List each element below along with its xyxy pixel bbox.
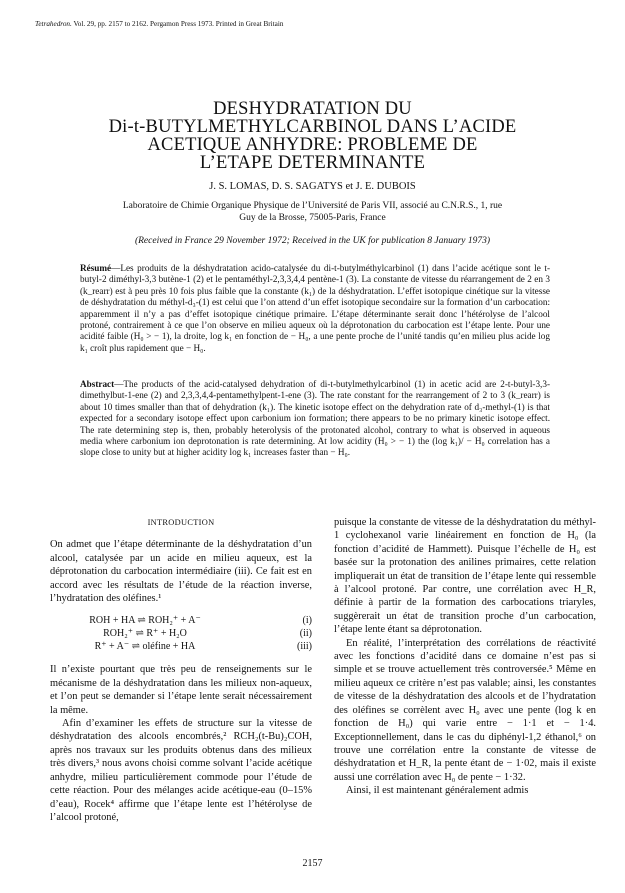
left-column bbox=[50, 516, 312, 824]
abstract-block bbox=[80, 379, 550, 459]
equation-2 bbox=[50, 627, 312, 640]
equation-3 bbox=[50, 640, 312, 653]
introduction-heading: INTRODUCTION bbox=[147, 518, 215, 527]
equation-block bbox=[50, 614, 312, 653]
journal-name: Tetrahedron. bbox=[35, 20, 72, 28]
intro-paragraph-2: Il n’existe pourtant que très peu de renseignements sur le mécanisme de la déshydratation dans les milieux non-aqueux, et l’on peut se demander si l’étape lente serait nécessairement la même. bbox=[50, 664, 312, 716]
intro-paragraph-5: En réalité, l’interprétation des corrélations de réactivité avec les fonctions d’acidité dans ce domaine n’est pas si simple et se trouve actuellement très controversée.⁵ Même en milieu aqueux ce critère n’est pas valable; ainsi, les constantes de vitesse de la déshydratation des alcools et de l’hydratation des oléfines se corrèlent avec H₀ avec une pente (log k en fonction de H₀) qui varie entre − 1·1 et − 1·4. Exceptionnellement, dans le cas du diphényl-1,2 éthanol,⁶ on trouve une corrélation entre la constante de vitesse de déshydratation et H_R, la pente étant de − 1·02, mais il existe aussi une corrélation avec H₀ de pente − 1·32. bbox=[334, 637, 596, 783]
intro-paragraph-4: puisque la constante de vitesse de la déshydratation du méthyl-1 cyclohexanol varie linéairement en fonction de H₀ (la fonction d’acidité de Hammett). Puisque l’échelle de H₀ est basée sur la protonation des anilines primaires, cette relation impliquerait un état de transition de l’étape lente qui ressemble à l’alcool protoné. Par contre, une corrélation avec H_R, définie à partir de la formation des carbocations triaryles, suggèrerait un état de transition proche d’un carbocation, l’étape lente étant sa déprotonation. bbox=[334, 517, 596, 636]
title-line-3: ACETIQUE ANHYDRE: PROBLEME DE bbox=[147, 135, 478, 155]
intro-paragraph-6: Ainsi, il est maintenant généralement admis bbox=[346, 785, 529, 797]
abstract-text: —The products of the acid-catalysed dehydration of di-t-butylmethylcarbinol (1) in acetic acid are 2-t-butyl-3,3-dimethylbut-1-ene (2) and 2,3,3,4,4-pentamethylpent-1-ene (3). The rate constant for the rearrangement of 2 to 3 (k_rearr) is about 10 times smaller than that of dehydration (k₁). The kinetic isotope effect on the dehydration rate of d₃-methyl-(1) is that expected for a secondary isotope effect upon carbonium ion formation; there appears to be no primary kinetic isotope effect. The rate determining step is, then, probably heterolysis of the protonated alcohol, contrary to what is observed in aqueous media where carbonium ion deprotonation is rate determining. At low acidity (H₀ > − 1) the (log k₁)/ − H₀ correlation has a slope close to unity but at higher acidity log k₁ increases faster than − H₀. bbox=[80, 379, 550, 458]
page-number: 2157 bbox=[302, 858, 323, 869]
equation-formula: ROH + HA ⇌ ROH₂⁺ + A⁻ bbox=[89, 615, 201, 627]
paper-title bbox=[0, 100, 625, 172]
equation-formula: R⁺ + A⁻ ⇌ oléfine + HA bbox=[94, 641, 196, 653]
equation-number: (ii) bbox=[299, 628, 312, 640]
abstract-label: Abstract bbox=[80, 379, 115, 389]
resume-label: Résumé bbox=[80, 263, 112, 273]
resume-text: —Les produits de la déshydratation acido-catalysée du di-t-butylméthylcarbinol (1) dans l’acide acétique sont le t-butyl-2 diméthyl-3,3 butène-1 (2) et le pentaméthyl-2,3,3,4,4 pentène-1 (3). La constante de vitesse du réarrangement de 2 en 3 (k_rearr) est à peu près 10 fois plus faible que la constante (k₁) de la déshydratation. L’effet isotopique cinétique sur la vitesse de déshydratation du méthyl-d₃-(1) est celui que l’on attend d’un effet isotopique secondaire sur la formation d’un carbocation: apparemment il n’y a pas d’effet isotopique cinétique primaire. L’étape déterminante serait donc l’hétérolyse de l’alcool protoné, contrairement à ce que l’on observe en milieu aqueux où la déprotonation du carbocation est l’étape lente. Pour une acidité faible (H₀ > − 1), la droite, log k₁ en fonction de − H₀, a une pente proche de l’unité tandis qu’en milieu plus acide log k₁ croît plus rapidement que − H₀. bbox=[80, 263, 550, 353]
journal-details: Vol. 29, pp. 2157 to 2162. Pergamon Press 1973. Printed in Great Britain bbox=[71, 20, 284, 28]
equation-1 bbox=[50, 614, 312, 627]
title-line-2: Di-t-BUTYLMETHYLCARBINOL DANS L’ACIDE bbox=[108, 117, 517, 137]
equation-number: (i) bbox=[302, 615, 312, 627]
title-line-4: L’ETAPE DETERMINANTE bbox=[199, 153, 426, 173]
intro-paragraph-3: Afin d’examiner les effets de structure sur la vitesse de déshydratation des alcools encombrés,² RCH₂(t-Bu)₂COH, après nos travaux sur les produits obtenus dans des milieux très divers,³ nous avons choisi comme solvant l’acide acétique anhydre, milieu particulièrement commode pour l’étude de cette réaction. Pour des mélanges acide acétique-eau (0–15% d’eau), Rocek⁴ affirme que l’étape lente est l’hétérolyse de l’alcool protoné, bbox=[50, 718, 312, 823]
equation-formula: ROH₂⁺ ⇌ R⁺ + H₂O bbox=[103, 628, 187, 640]
affiliation-line-2: Guy de la Brosse, 75005-Paris, France bbox=[239, 213, 386, 223]
intro-paragraph-1: On admet que l’étape déterminante de la déshydratation d’un alcool, catalysée par un acide en milieu aqueux, est la déprotonation du carbocation intermédiaire (iii). Ce fait est en accord avec les résultats de l’étude de la réaction inverse, l’hydratation des oléfines.¹ bbox=[50, 539, 312, 605]
title-line-1: DESHYDRATATION DU bbox=[213, 99, 412, 119]
received-dates: (Received in France 29 November 1972; Received in the UK for publication 8 January 1973) bbox=[134, 236, 491, 246]
authors: J. S. LOMAS, D. S. SAGATYS et J. E. DUBOIS bbox=[209, 181, 416, 192]
equation-number: (iii) bbox=[297, 641, 312, 653]
right-column bbox=[334, 516, 596, 798]
resume-block bbox=[80, 263, 550, 354]
affiliation bbox=[70, 200, 555, 224]
affiliation-line-1: Laboratoire de Chimie Organique Physique de l’Université de Paris VII, associé au C.N.R.S., 1, rue bbox=[122, 201, 503, 211]
journal-header bbox=[35, 20, 283, 28]
